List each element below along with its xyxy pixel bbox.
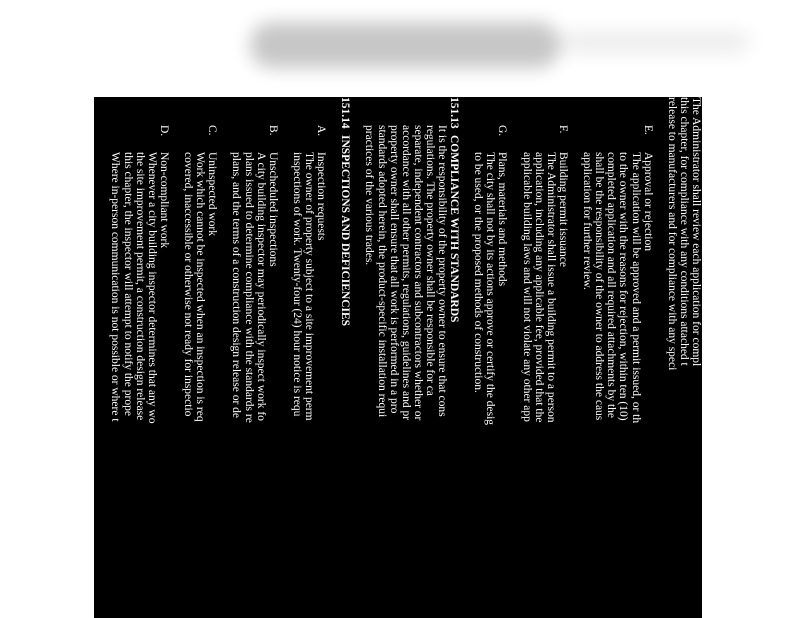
section-151-14-heading: 151.14INSPECTIONS AND DEFICIENCIES (339, 97, 352, 327)
item-d-line: the site improvement permit, a construction design release (133, 152, 146, 421)
item-c-line: Work which cannot be inspected when an inspection is req (194, 152, 207, 422)
intro-line: release to manufacturers and for compliance with any speci (665, 97, 678, 371)
section-151-13-line: It is the responsibility of the property owner to ensure that cons (436, 125, 449, 417)
intro-line: The Administrator shall review each application for compl (690, 97, 702, 367)
item-f-line: application, including any applicable fee, provided that the (532, 152, 545, 423)
item-d-line: this chapter, the inspector will attempt to notify the prope (121, 152, 134, 416)
item-e-line: completed application and all required attachments by the (605, 152, 618, 418)
item-a-line: inspections of work. Twenty-four (24) hour notice is requ (290, 152, 303, 417)
section-151-13-line: practices of the various trades. (363, 125, 376, 266)
section-151-13-line: accordance with all other permits, regulations, guidelines and pr (399, 125, 412, 421)
rotated-text-block (94, 97, 702, 618)
item-e-line: The application will be approved and a permit issued, or th (629, 152, 642, 424)
item-c-line: covered, inaccessible or otherwise not ready for inspectio (182, 152, 195, 417)
item-g-line: The city shall not by its actions approve or certify the desig (484, 152, 497, 426)
item-e-line: shall be the responsibility of the owner to address the caus (593, 152, 606, 421)
item-g-heading: G.Plans, materials and methods (496, 125, 509, 287)
item-c-heading: C.Uninspected work (206, 125, 219, 236)
item-b-line: plans issued to determine compliance with the standards re (242, 152, 255, 423)
item-f-heading: F.Building permit issuance (556, 125, 569, 267)
item-b-line: A city building inspector may periodically inspect work fo (254, 152, 267, 421)
item-a-line: The owner of property subject to a site improvement perm (303, 152, 315, 421)
item-f-line: The Administrator shall issue a building permit to a person (544, 152, 557, 423)
section-151-13-line: property owner shall ensure that all work is performed in a pro (387, 125, 400, 414)
blurred-page-header (250, 22, 560, 68)
item-d-heading: D.Non-compliant work (157, 125, 170, 249)
item-d-line: Where in-person communication is not possible or where t (109, 152, 122, 422)
section-151-13-line: separate, independent contractors and subcontractors whether or (411, 125, 424, 421)
blurred-page-subheader (560, 32, 750, 52)
item-e-heading: E.Approval or rejection (641, 125, 654, 251)
item-d-line: Whenever a city building inspector determines that any wo (145, 152, 158, 424)
section-151-13-heading: 151.13COMPLIANCE WITH STANDARDS (448, 97, 461, 323)
section-151-13-line: regulations. The property owner shall be responsible for ca (423, 125, 436, 396)
document-content (94, 97, 702, 618)
scanned-document-page (94, 97, 702, 618)
item-a-heading: A.Inspection requests (315, 125, 328, 241)
item-g-line: to be used, or the proposed methods of construction. (472, 152, 485, 393)
item-b-line: plans, and the terms of a construction design release or de (230, 152, 243, 419)
section-151-13-line: standards adopted herein, the product-specific installation requi (375, 125, 388, 418)
item-b-heading: B.Unscheduled inspections (266, 125, 279, 267)
item-f-line: applicable building laws and will not violate any other app (520, 152, 533, 422)
intro-line: this chapter, for compliance with any conditions attached t (677, 97, 690, 366)
item-e-line: to the owner with the reasons for rejection, within ten (10) (617, 152, 630, 421)
item-e-line: application for further review. (581, 152, 594, 290)
